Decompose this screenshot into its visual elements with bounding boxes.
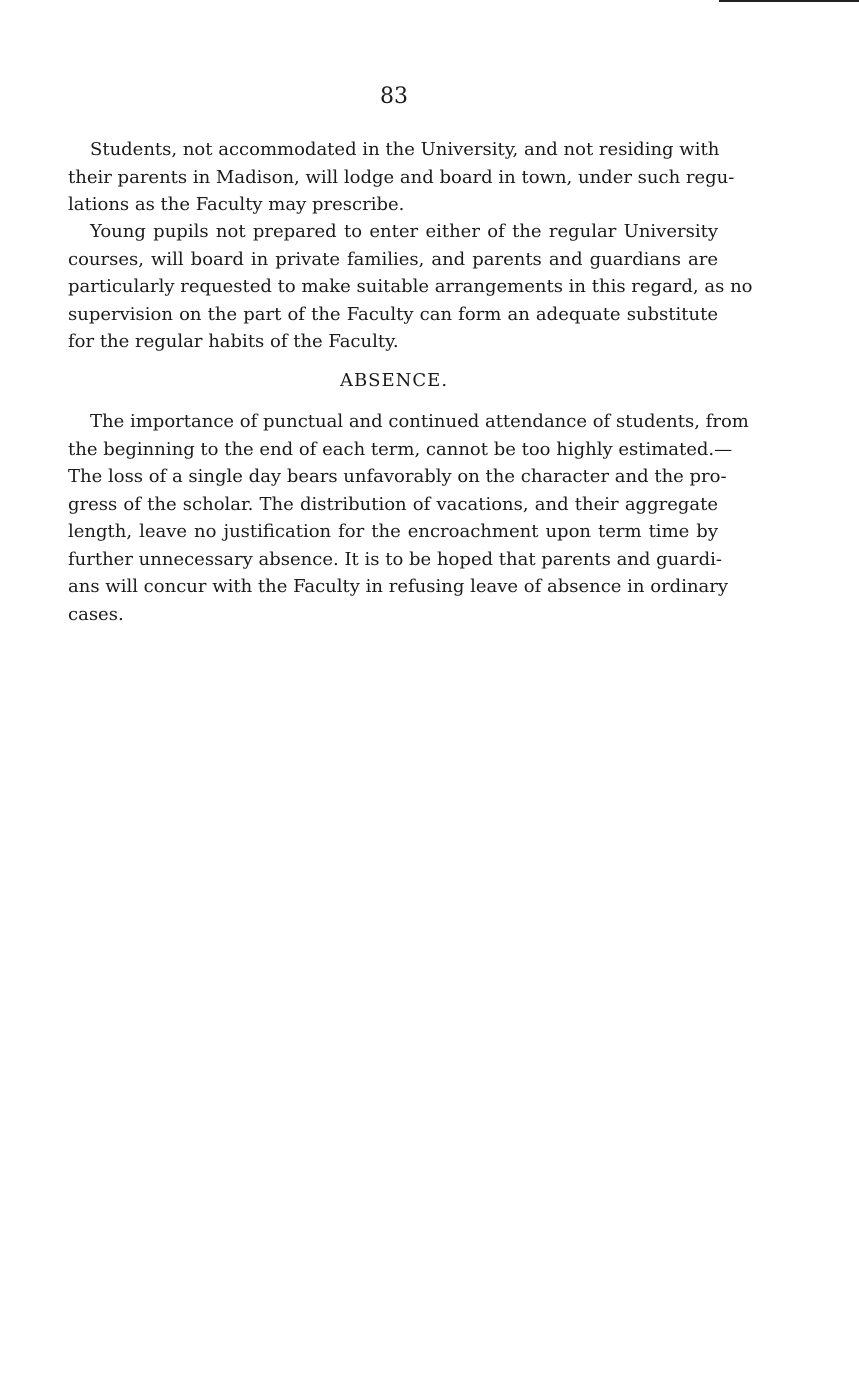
page-number: 83 <box>380 84 408 109</box>
text-line: The loss of a single day bears unfavorably on the character and the pro- <box>68 466 727 487</box>
text-line: supervision on the part of the Faculty can form an adequate substitute <box>68 303 718 325</box>
text-line: courses, will board in private families, and parents and guardians are <box>68 248 718 270</box>
text-line: Students, not accommodated in the University, and not residing with <box>90 139 720 160</box>
text-line: The importance of punctual and continued attendance of students, from <box>90 411 749 432</box>
text-line: Young pupils not prepared to enter either of the regular University <box>90 221 718 242</box>
text-line: length, leave no justification for the encroachment upon term time by <box>68 521 718 542</box>
text-line: gress of the scholar. The distribution of vacations, and their aggregate <box>68 493 718 515</box>
text-line: further unnecessary absence. It is to be hoped that parents and guardi- <box>68 548 722 570</box>
text-line: cases. <box>68 603 124 625</box>
text-line: lations as the Faculty may prescribe. <box>68 194 405 215</box>
paragraph-lodging <box>68 136 735 219</box>
paragraph-absence <box>68 408 749 628</box>
text-line: for the regular habits of the Faculty. <box>68 331 399 352</box>
text-line: particularly requested to make suitable arrangements in this regard, as no <box>68 276 753 297</box>
text-line: the beginning to the end of each term, cannot be too highly estimated.— <box>68 438 733 460</box>
page-edge-rule <box>719 0 859 2</box>
text-line: their parents in Madison, will lodge and board in town, under such regu- <box>68 166 735 188</box>
section-heading: ABSENCE. <box>339 370 449 391</box>
paragraph-young-pupils <box>68 218 753 356</box>
text-line: ans will concur with the Faculty in refusing leave of absence in ordinary <box>68 576 729 597</box>
